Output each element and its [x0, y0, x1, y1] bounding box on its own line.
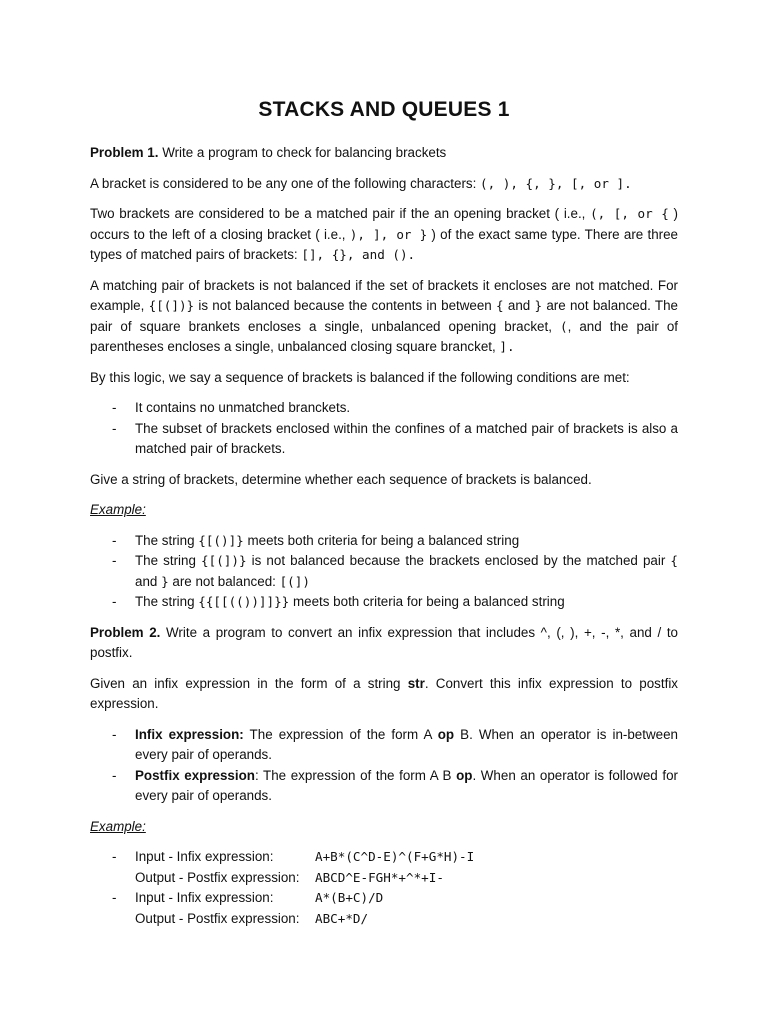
notbal-open-brace: { — [496, 298, 504, 313]
ex3-text-a: The string — [135, 594, 199, 609]
ex2-text-a: The string — [135, 553, 202, 568]
notbal-open-paren: ( — [559, 318, 568, 334]
ex2-text-g: are not balanced: — [168, 573, 280, 589]
problem-1-label: Problem 1. — [90, 145, 159, 160]
notbal-text-i: , and the pair of parentheses encloses a single, unbalanced closing square brancket, — [90, 318, 679, 354]
bracket-definition — [90, 174, 678, 195]
notbal-text-g: are not balanced. The pair of square brankets encloses a single, unbalanced opening bracket, — [90, 298, 678, 334]
matched-pair-types: [], {}, and (). — [301, 247, 416, 262]
opening-brackets: (, [, or { — [590, 206, 669, 221]
matched-text-c: ) occurs to the left of a closing bracket ( i.e., — [90, 206, 678, 242]
example-input-row — [135, 847, 678, 868]
ex2-string: {[(])} — [201, 553, 247, 568]
logic-paragraph: By this logic, we say a sequence of brackets is balanced if the following conditions are met: — [90, 369, 630, 385]
example-output-row — [135, 909, 678, 930]
infix-text-b: B. When an operator is in-between every pair of operands. — [135, 726, 678, 762]
problem-2-heading — [90, 623, 678, 664]
list-item: - It contains no unmatched branckets. — [90, 398, 678, 419]
infix-value: A+B*(C^D-E)^(F+G*H)-I — [315, 849, 475, 864]
postfix-text-b: . When an operator is followed for every pair of operands. — [135, 767, 678, 803]
ex2-close-brace: } — [161, 573, 169, 589]
postfix-value: ABCD^E-FGH*+^*+I- — [315, 869, 444, 885]
output-label: Output - Postfix expression: — [135, 869, 300, 885]
given-text-c: . Convert this infix expression to postfix expression. — [90, 675, 678, 711]
give-paragraph: Give a string of brackets, determine whether each sequence of brackets is balanced. — [90, 471, 592, 487]
infix-op: op — [437, 726, 455, 742]
list-item: - The subset of brackets enclosed within the confines of a matched pair of brackets is also a matched pair of brackets. — [90, 419, 678, 460]
ex1-string: {[()]} — [198, 532, 244, 548]
notbal-text-c: is not balanced because the contents in between — [194, 298, 497, 313]
notbal-text-a: A matching pair of brackets is not balanced if the set of brackets it encloses are not matched. For example, — [90, 277, 678, 313]
list-item — [90, 725, 678, 766]
infix-value: A*(B+C)/D — [315, 890, 384, 905]
output-label: Output - Postfix expression: — [135, 910, 300, 926]
example-1-heading — [90, 500, 678, 521]
conversion-examples-list — [90, 847, 678, 929]
ex1-text-a: The string — [135, 532, 199, 548]
example-label: Example: — [90, 502, 146, 517]
matched-text-e: ) of the exact same type. There are three types of matched pairs of brackets: — [90, 226, 678, 262]
example-output-row — [135, 868, 678, 889]
notbal-example: {[(])} — [148, 298, 195, 313]
input-label: - Input - Infix expression: — [135, 890, 274, 905]
matched-pair-paragraph — [90, 204, 678, 266]
ex3-text-c: meets both criteria for being a balanced string — [289, 594, 565, 609]
notbal-text-e: and — [503, 298, 535, 313]
postfix-label: Postfix expression — [135, 767, 255, 783]
notbal-close-brace: } — [534, 298, 543, 313]
problem-1-heading — [90, 143, 678, 164]
ex1-text-c: meets both criteria for being a balanced string — [243, 532, 520, 548]
list-item — [90, 766, 678, 807]
infix-text-a: The expression of the form A — [243, 726, 438, 742]
notbal-close-square: ]. — [499, 339, 515, 354]
definitions-list — [90, 725, 678, 807]
problem-2-text: Write a program to convert an infix expression that includes ^, (, ), +, -, *, and / to postfix. — [90, 624, 679, 660]
list-item — [90, 888, 678, 929]
closing-brackets: ), ], or } — [349, 226, 428, 242]
list-item — [90, 531, 678, 552]
examples-list — [90, 531, 678, 613]
problem-1-text: Write a program to check for balancing brackets — [158, 145, 447, 160]
ex2-text-c: is not balanced because the brackets enclosed by the matched pair — [246, 553, 671, 568]
given-str: str — [407, 675, 425, 691]
postfix-op: op — [456, 767, 473, 783]
list-item — [90, 551, 678, 592]
given-text-a: Given an infix expression in the form of a string — [90, 675, 408, 691]
input-label: - Input - Infix expression: — [135, 849, 274, 864]
ex2-open-brace: { — [670, 553, 678, 568]
example-label: Example: — [90, 818, 146, 834]
ex2-inner: [(]) — [279, 573, 310, 589]
page-title: STACKS AND QUEUES 1 — [258, 98, 510, 121]
conditions-list — [90, 398, 678, 460]
not-balanced-paragraph — [90, 276, 678, 358]
bracket-characters: (, ), {, }, [, or ]. — [480, 175, 632, 191]
infix-label: Infix expression: — [135, 726, 244, 742]
ex2-text-e: and — [135, 573, 162, 589]
problem-2-label: Problem 2. — [90, 624, 161, 640]
ex3-string: {{[[(())]]}} — [198, 594, 290, 609]
given-paragraph — [90, 674, 678, 715]
postfix-value: ABC+*D/ — [315, 910, 369, 926]
bracket-definition-text: A bracket is considered to be any one of the following characters: — [90, 175, 481, 191]
postfix-text-a: : The expression of the form A B — [254, 767, 457, 783]
list-item — [90, 592, 678, 613]
list-item — [90, 847, 678, 888]
matched-text-a: Two brackets are considered to be a matched pair if the an opening bracket ( i.e., — [90, 206, 591, 221]
example-input-row — [135, 888, 678, 909]
example-2-heading — [90, 817, 678, 838]
